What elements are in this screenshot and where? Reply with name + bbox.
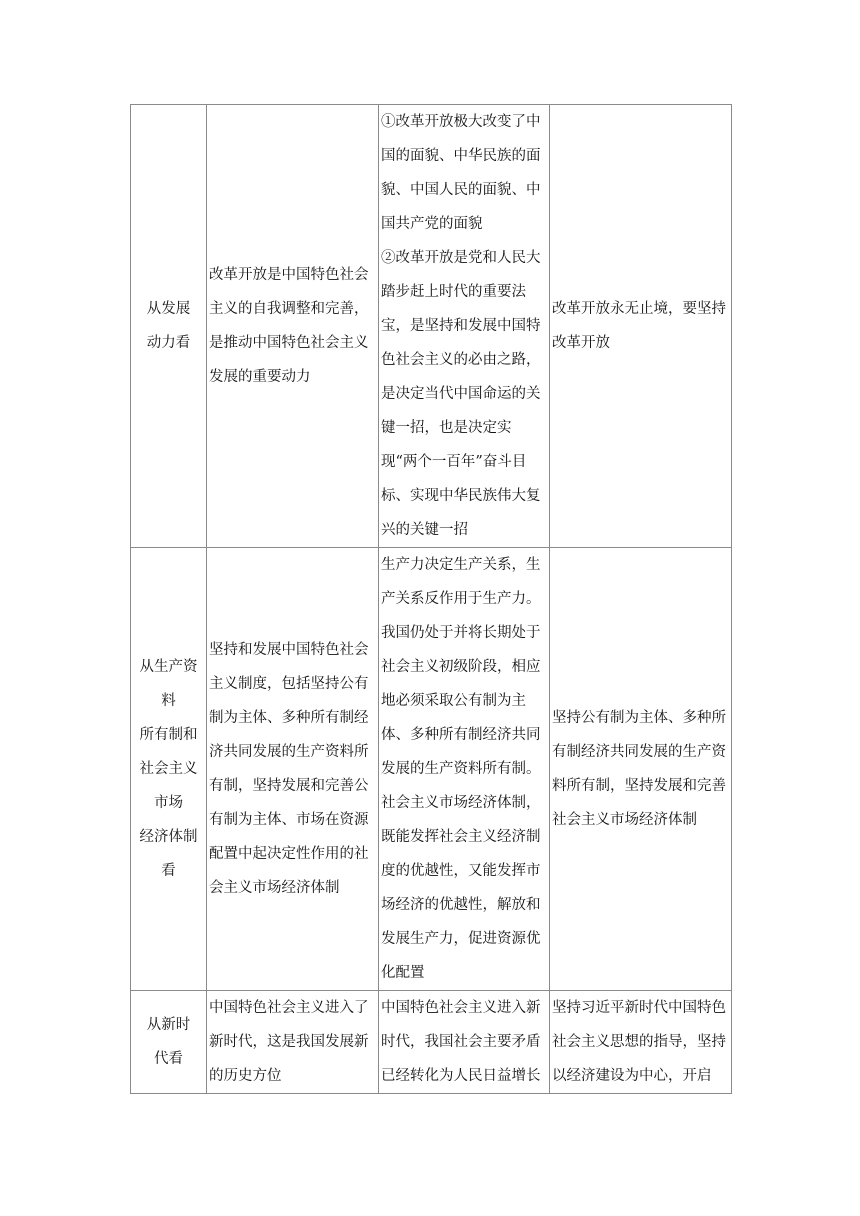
content-table (130, 104, 732, 1094)
requirement-cell (550, 991, 732, 1094)
aspect-text: 从生产资 料 所有制和 社会主义 市场 经济体制 看 (139, 659, 198, 879)
table-row (131, 991, 732, 1094)
content-text: 坚持和发展中国特色社会主义制度，包括坚持公有制为主体、多种所有制经济共同发展的生产资料所有制，坚持发展和完善公有制为主体、市场在资源配置中起决定性作用的社会主义市场经济体制 (209, 642, 369, 896)
reason-text: 中国特色社会主义进入新时代，我国社会主要矛盾已经转化为人民日益增长 (381, 1000, 541, 1084)
requirement-cell (550, 105, 732, 548)
reason-paragraph-2: ②改革开放是党和人民大踏步赶上时代的重要法宝，是坚持和发展中国特色社会主义的必由之路，是决定当代中国命运的关键一招，也是决定实现“两个一百年”奋斗目标、实现中华民族伟大复兴的关键一招 (381, 250, 541, 538)
content-text: 中国特色社会主义进入了新时代，这是我国发展新的历史方位 (209, 1000, 369, 1084)
reason-paragraph-1: ①改革开放极大改变了中国的面貌、中华民族的面貌、中国人民的面貌、中国共产党的面貌 (381, 114, 541, 232)
content-text: 改革开放是中国特色社会主义的自我调整和完善，是推动中国特色社会主义发展的重要动力 (209, 267, 369, 385)
content-cell (207, 991, 379, 1094)
aspect-cell (131, 105, 207, 548)
requirement-text: 坚持习近平新时代中国特色社会主义思想的指导，坚持以经济建设为中心，开启 (552, 1000, 726, 1084)
aspect-text: 从新时 代看 (146, 1017, 191, 1067)
aspect-cell (131, 991, 207, 1094)
requirement-cell (550, 548, 732, 991)
requirement-text: 改革开放永无止境，要坚持改革开放 (552, 301, 726, 351)
table-row (131, 105, 732, 548)
aspect-text: 从发展 动力看 (146, 301, 191, 351)
content-cell (207, 548, 379, 991)
aspect-cell (131, 548, 207, 991)
requirement-text: 坚持公有制为主体、多种所有制经济共同发展的生产资料所有制，坚持发展和完善社会主义市场经济体制 (552, 710, 726, 828)
content-cell (207, 105, 379, 548)
reason-cell (379, 105, 550, 548)
reason-text: 生产力决定生产关系，生产关系反作用于生产力。我国仍处于并将长期处于社会主义初级阶段，相应地必须采取公有制为主体、多种所有制经济共同发展的生产资料所有制。社会主义市场经济体制，既能发挥社会主义经济制度的优越性，又能发挥市场经济的优越性，解放和发展生产力，促进资源优化配置 (381, 557, 541, 981)
reason-cell (379, 548, 550, 991)
table-row (131, 548, 732, 991)
reason-cell (379, 991, 550, 1094)
